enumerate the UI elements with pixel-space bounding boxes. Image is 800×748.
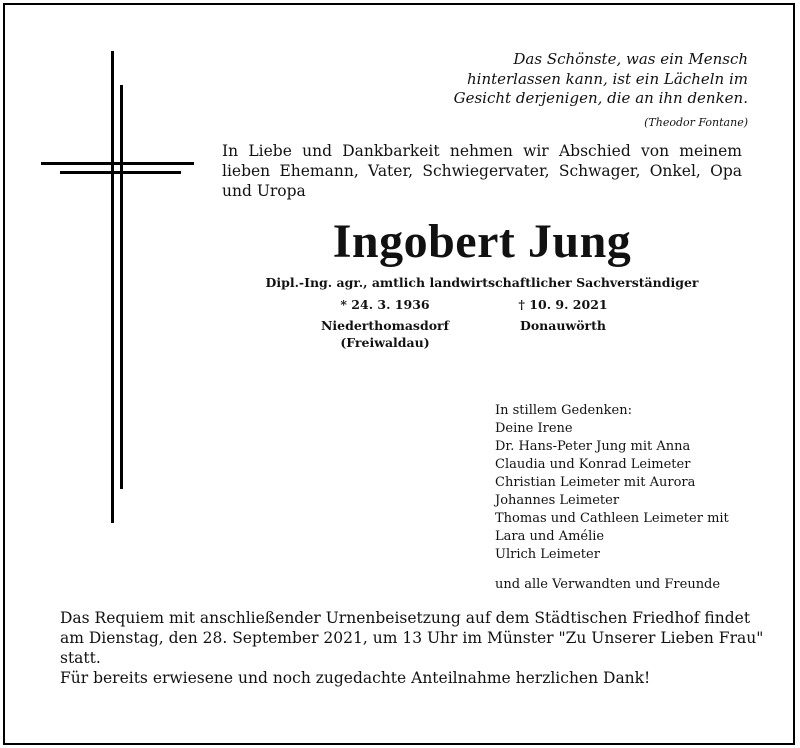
mourners-closing: und alle Verwandten und Freunde xyxy=(495,577,721,592)
death-place: Donauwörth xyxy=(520,318,606,333)
intro-line: und Uropa xyxy=(222,182,306,200)
footer-line: Für bereits erwiesene und noch zugedachte Anteilnahme herzlichen Dank! xyxy=(60,669,651,687)
deceased-name: Ingobert Jung xyxy=(332,215,632,268)
mourner-name: Dr. Hans-Peter Jung mit Anna xyxy=(495,439,691,454)
birth-place-note: (Freiwaldau) xyxy=(340,335,430,350)
death-date: † 10. 9. 2021 xyxy=(518,297,608,312)
footer-line: am Dienstag, den 28. September 2021, um 13 Uhr im Münster "Zu Unserer Lieben Frau" xyxy=(60,629,764,647)
quote-author: (Theodor Fontane) xyxy=(644,115,748,129)
birth-date: * 24. 3. 1936 xyxy=(340,297,430,312)
quote-line: Das Schönste, was ein Mensch xyxy=(513,50,748,68)
intro-line: In Liebe und Dankbarkeit nehmen wir Abschied von meinem xyxy=(222,142,742,160)
mourner-name: Claudia und Konrad Leimeter xyxy=(495,457,691,472)
quote-block xyxy=(418,50,748,132)
mourners-heading: In stillem Gedenken: xyxy=(495,403,632,418)
death-info xyxy=(483,296,643,334)
birth-place: Niederthomasdorf xyxy=(320,318,449,333)
mourners-list xyxy=(495,402,729,594)
footer-line: statt. xyxy=(60,649,101,667)
mourner-name: Ulrich Leimeter xyxy=(495,547,600,562)
footer-text xyxy=(60,608,764,688)
mourner-name: Thomas und Cathleen Leimeter mit xyxy=(495,511,729,526)
quote-line: hinterlassen kann, ist ein Lächeln im xyxy=(466,69,748,88)
footer-line: Das Requiem mit anschließender Urnenbeisetzung auf dem Städtischen Friedhof findet xyxy=(60,609,751,627)
intro-line: lieben Ehemann, Vater, Schwiegervater, Schwager, Onkel, Opa xyxy=(222,162,742,180)
mourner-name: Deine Irene xyxy=(495,421,573,436)
mourner-name: Lara und Amélie xyxy=(495,529,605,544)
mourner-name: Johannes Leimeter xyxy=(495,493,620,508)
intro-text xyxy=(222,141,742,201)
mourner-name: Christian Leimeter mit Aurora xyxy=(495,475,696,490)
deceased-title: Dipl.-Ing. agr., amtlich landwirtschaftlicher Sachverständiger xyxy=(265,275,699,290)
quote-line: Gesicht derjenigen, die an ihn denken. xyxy=(453,89,748,107)
birth-info xyxy=(300,296,470,351)
